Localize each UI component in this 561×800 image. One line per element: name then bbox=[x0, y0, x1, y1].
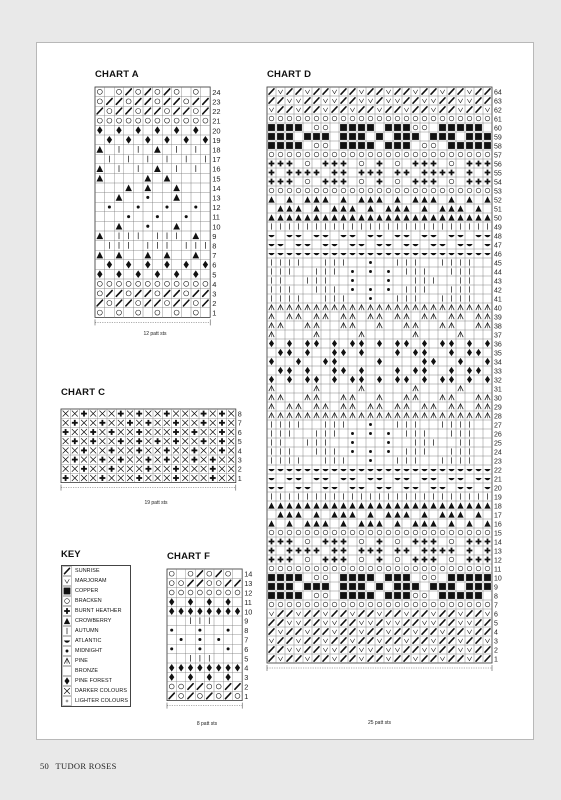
stitch-square bbox=[384, 591, 393, 600]
row-number: 44 bbox=[494, 269, 502, 277]
stitch-square bbox=[375, 132, 384, 141]
row-number: 31 bbox=[494, 386, 502, 394]
row-number: 5 bbox=[237, 438, 242, 447]
stitch-square bbox=[465, 132, 474, 141]
stitch-square bbox=[366, 591, 375, 600]
row-number: 3 bbox=[244, 673, 249, 683]
chart-a-title: CHART A bbox=[95, 69, 139, 80]
row-number: 6 bbox=[237, 428, 242, 437]
stitch-square bbox=[393, 573, 402, 582]
row-number: 60 bbox=[494, 125, 502, 133]
row-number: 18 bbox=[212, 145, 221, 155]
stitch-square bbox=[348, 591, 357, 600]
key-item-label: DARKER COLOURS bbox=[75, 688, 128, 694]
stitch-square bbox=[276, 141, 285, 150]
row-number: 4 bbox=[244, 663, 249, 673]
row-number: 36 bbox=[494, 341, 502, 349]
row-number: 37 bbox=[494, 332, 502, 340]
row-number: 8 bbox=[244, 626, 249, 636]
row-number: 8 bbox=[494, 593, 498, 601]
key-item-label: BRACKEN bbox=[75, 598, 102, 604]
key-item bbox=[62, 636, 130, 646]
row-number: 4 bbox=[494, 629, 498, 637]
row-number: 7 bbox=[244, 635, 249, 645]
stitch-square bbox=[348, 132, 357, 141]
stitch-square bbox=[321, 582, 330, 591]
row-number: 57 bbox=[494, 152, 502, 160]
key-item-label: PINE FOREST bbox=[75, 678, 113, 684]
row-number: 38 bbox=[494, 323, 502, 331]
key-item-label: ATLANTIC bbox=[75, 638, 102, 644]
stitch-square bbox=[447, 123, 456, 132]
row-number: 1 bbox=[244, 691, 249, 701]
key-item bbox=[62, 696, 130, 706]
row-number: 15 bbox=[494, 530, 502, 538]
row-number: 64 bbox=[494, 89, 502, 97]
stitch-square bbox=[285, 141, 294, 150]
row-number: 22 bbox=[494, 467, 502, 475]
stitch-square bbox=[285, 573, 294, 582]
row-number: 27 bbox=[494, 422, 502, 430]
stitch-square bbox=[438, 582, 447, 591]
row-number: 51 bbox=[494, 206, 502, 214]
stitch-square bbox=[285, 582, 294, 591]
stitch-square bbox=[474, 132, 483, 141]
row-number: 14 bbox=[212, 183, 221, 193]
key-title: KEY bbox=[61, 549, 81, 560]
stitch-square bbox=[339, 591, 348, 600]
stitch-square bbox=[393, 582, 402, 591]
chart-d-patt-label: 25 patt sts bbox=[367, 720, 392, 726]
row-number: 9 bbox=[212, 231, 217, 241]
stitch-square bbox=[339, 582, 348, 591]
row-number: 3 bbox=[494, 638, 498, 646]
key-item bbox=[62, 596, 130, 606]
row-number: 32 bbox=[494, 377, 502, 385]
row-number: 6 bbox=[212, 260, 217, 270]
stitch-square bbox=[294, 591, 303, 600]
row-number: 47 bbox=[494, 242, 502, 250]
row-number: 45 bbox=[494, 260, 502, 268]
plus-icon bbox=[62, 606, 72, 616]
stitch-square bbox=[348, 141, 357, 150]
row-number: 8 bbox=[212, 241, 217, 251]
row-number: 1 bbox=[237, 474, 242, 483]
bar-icon bbox=[62, 626, 72, 636]
row-number: 55 bbox=[494, 170, 502, 178]
row-number: 23 bbox=[494, 458, 502, 466]
row-number: 21 bbox=[212, 116, 221, 126]
chart-c-cells bbox=[61, 409, 242, 491]
row-number: 13 bbox=[494, 548, 502, 556]
stitch-square bbox=[312, 132, 321, 141]
cross-icon bbox=[62, 686, 72, 696]
row-number: 4 bbox=[237, 447, 242, 456]
stitch-square bbox=[348, 573, 357, 582]
row-number: 2 bbox=[212, 299, 217, 309]
row-number: 12 bbox=[244, 588, 253, 598]
page-number: 50 bbox=[40, 761, 50, 771]
stitch-square bbox=[438, 132, 447, 141]
key-item bbox=[62, 676, 130, 686]
key-legend bbox=[61, 565, 131, 707]
stitch-square bbox=[357, 582, 366, 591]
row-number: 40 bbox=[494, 305, 502, 313]
stitch-square bbox=[474, 573, 483, 582]
stitch-square bbox=[483, 141, 492, 150]
key-item bbox=[62, 646, 130, 656]
stitch-square bbox=[357, 141, 366, 150]
stitch-square bbox=[402, 573, 411, 582]
stitch-square bbox=[267, 123, 276, 132]
row-number: 29 bbox=[494, 404, 502, 412]
row-number: 52 bbox=[494, 197, 502, 205]
chart-d-repeat-bracket bbox=[267, 665, 492, 671]
stitch-square bbox=[456, 141, 465, 150]
row-number: 23 bbox=[212, 97, 221, 107]
row-number: 46 bbox=[494, 251, 502, 259]
key-item-label: BURNT HEATHER bbox=[75, 608, 122, 614]
chart-f-repeat-bracket bbox=[167, 703, 242, 709]
stitch-square bbox=[483, 582, 492, 591]
stitch-square bbox=[366, 123, 375, 132]
row-number: 13 bbox=[212, 193, 221, 203]
row-number: 49 bbox=[494, 224, 502, 232]
row-number: 2 bbox=[494, 647, 498, 655]
stitch-square bbox=[276, 132, 285, 141]
key-item-label: MIDNIGHT bbox=[75, 648, 103, 654]
row-number: 7 bbox=[494, 602, 498, 610]
row-number: 1 bbox=[494, 656, 498, 664]
row-number: 33 bbox=[494, 368, 502, 376]
row-number: 16 bbox=[212, 164, 221, 174]
chart-d-cells bbox=[267, 87, 502, 671]
stitch-square bbox=[465, 573, 474, 582]
row-number: 9 bbox=[494, 584, 498, 592]
row-number: 6 bbox=[494, 611, 498, 619]
stitch-square bbox=[465, 591, 474, 600]
row-number: 10 bbox=[494, 575, 502, 583]
row-number: 48 bbox=[494, 233, 502, 241]
chart-d-title: CHART D bbox=[267, 69, 312, 80]
stitch-square bbox=[456, 123, 465, 132]
slash-icon bbox=[62, 566, 72, 576]
key-item bbox=[62, 576, 130, 586]
row-number: 30 bbox=[494, 395, 502, 403]
row-number: 3 bbox=[212, 289, 217, 299]
diamond-icon bbox=[62, 676, 72, 686]
key-item-label: PINE bbox=[75, 658, 88, 664]
chart-c-repeat-bracket bbox=[61, 485, 236, 491]
stitch-square bbox=[339, 573, 348, 582]
stitch-square bbox=[339, 123, 348, 132]
stitch-square bbox=[474, 141, 483, 150]
stitch-square bbox=[321, 132, 330, 141]
row-number: 58 bbox=[494, 143, 502, 151]
key-item bbox=[62, 616, 130, 626]
stitch-square bbox=[447, 573, 456, 582]
stitch-square bbox=[465, 141, 474, 150]
row-number: 24 bbox=[212, 87, 221, 97]
square-icon bbox=[62, 586, 72, 596]
row-number: 39 bbox=[494, 314, 502, 322]
row-number: 5 bbox=[244, 654, 249, 664]
stitch-square bbox=[285, 591, 294, 600]
stitch-square bbox=[429, 132, 438, 141]
stitch-square bbox=[267, 141, 276, 150]
row-number: 56 bbox=[494, 161, 502, 169]
triangle-icon bbox=[62, 616, 72, 626]
row-number: 20 bbox=[212, 126, 221, 136]
row-number: 11 bbox=[244, 597, 252, 607]
key-item-label: SUNRISE bbox=[75, 568, 100, 574]
stitch-square bbox=[447, 141, 456, 150]
stitch-square bbox=[348, 582, 357, 591]
chart-c-patt-label: 19 patt sts bbox=[144, 500, 168, 506]
stitch-square bbox=[303, 582, 312, 591]
stitch-square bbox=[402, 123, 411, 132]
stitch-square bbox=[357, 573, 366, 582]
stitch-square bbox=[447, 591, 456, 600]
row-number: 4 bbox=[212, 279, 217, 289]
row-number: 6 bbox=[244, 644, 249, 654]
row-number: 7 bbox=[212, 251, 217, 261]
row-number: 14 bbox=[494, 539, 502, 547]
stitch-square bbox=[483, 573, 492, 582]
circle-icon bbox=[62, 596, 72, 606]
stitch-square bbox=[384, 573, 393, 582]
stitch-square bbox=[267, 582, 276, 591]
row-number: 35 bbox=[494, 350, 502, 358]
stitch-square bbox=[366, 141, 375, 150]
key-item-label: CROWBERRY bbox=[75, 618, 112, 624]
stitch-square bbox=[357, 591, 366, 600]
row-number: 8 bbox=[237, 410, 242, 419]
stitch-square bbox=[303, 132, 312, 141]
stitch-square bbox=[393, 123, 402, 132]
row-number: 59 bbox=[494, 134, 502, 142]
row-number: 1 bbox=[212, 308, 217, 318]
key-item bbox=[62, 606, 130, 616]
stitch-square bbox=[375, 582, 384, 591]
row-number: 10 bbox=[212, 222, 221, 232]
key-item bbox=[62, 586, 130, 596]
row-number: 21 bbox=[494, 476, 502, 484]
stitch-square bbox=[384, 141, 393, 150]
stitch-square bbox=[474, 591, 483, 600]
arc-icon bbox=[62, 636, 72, 646]
chart-a-patt-label: 12 patt sts bbox=[143, 331, 167, 337]
stitch-square bbox=[402, 132, 411, 141]
chart-c-title: CHART C bbox=[61, 387, 106, 398]
stitch-square bbox=[285, 123, 294, 132]
chart-d-grid bbox=[267, 87, 513, 711]
row-number: 11 bbox=[212, 212, 220, 222]
key-item-label: COPPER bbox=[75, 588, 99, 594]
row-number: 24 bbox=[494, 449, 502, 457]
stitch-square bbox=[357, 132, 366, 141]
row-number: 5 bbox=[494, 620, 498, 628]
stitch-square bbox=[285, 132, 294, 141]
row-number: 25 bbox=[494, 440, 502, 448]
row-number: 54 bbox=[494, 179, 502, 187]
row-number: 22 bbox=[212, 107, 221, 117]
row-number: 61 bbox=[494, 116, 502, 124]
stitch-square bbox=[294, 141, 303, 150]
row-number: 34 bbox=[494, 359, 502, 367]
row-number: 17 bbox=[212, 155, 221, 165]
row-number: 53 bbox=[494, 188, 502, 196]
row-number: 16 bbox=[494, 521, 502, 529]
stitch-square bbox=[402, 591, 411, 600]
row-number: 28 bbox=[494, 413, 502, 421]
stitch-square bbox=[267, 573, 276, 582]
stitch-square bbox=[384, 123, 393, 132]
stitch-square bbox=[447, 132, 456, 141]
stitch-square bbox=[465, 123, 474, 132]
stitch-square bbox=[456, 591, 465, 600]
row-number: 12 bbox=[212, 203, 221, 213]
row-number: 9 bbox=[244, 616, 249, 626]
blank-icon bbox=[62, 666, 72, 676]
row-number: 11 bbox=[494, 566, 502, 574]
page-footer bbox=[40, 761, 117, 771]
row-number: 7 bbox=[237, 419, 242, 428]
row-number: 43 bbox=[494, 278, 502, 286]
key-item-label: BRONZE bbox=[75, 668, 99, 674]
row-number: 12 bbox=[494, 557, 502, 565]
stitch-square bbox=[447, 582, 456, 591]
key-item bbox=[62, 566, 130, 576]
stitch-square bbox=[483, 132, 492, 141]
stitch-square bbox=[438, 591, 447, 600]
stitch-square bbox=[411, 582, 420, 591]
stitch-square bbox=[429, 582, 438, 591]
row-number: 19 bbox=[212, 135, 221, 145]
stitch-square bbox=[267, 132, 276, 141]
chart-f-patt-label: 8 patt sts bbox=[196, 721, 218, 727]
stitch-square bbox=[294, 123, 303, 132]
row-number: 42 bbox=[494, 287, 502, 295]
caret-icon bbox=[62, 656, 72, 666]
row-number: 18 bbox=[494, 503, 502, 511]
row-number: 15 bbox=[212, 174, 221, 184]
stitch-square bbox=[294, 573, 303, 582]
section-title: TUDOR ROSES bbox=[55, 761, 117, 771]
stitch-square bbox=[465, 582, 474, 591]
row-number: 3 bbox=[237, 456, 242, 465]
stitch-square bbox=[402, 582, 411, 591]
stitch-square bbox=[276, 123, 285, 132]
stitch-square bbox=[348, 123, 357, 132]
stitch-square bbox=[339, 141, 348, 150]
chart-f-grid bbox=[167, 569, 267, 709]
stitch-square bbox=[402, 141, 411, 150]
row-number: 26 bbox=[494, 431, 502, 439]
stitch-square bbox=[339, 132, 348, 141]
stitch-square bbox=[276, 591, 285, 600]
key-item-label: LIGHTER COLOURS bbox=[75, 698, 129, 704]
chart-a-grid bbox=[95, 87, 231, 319]
stitch-square bbox=[276, 582, 285, 591]
dot-icon bbox=[62, 646, 72, 656]
stitch-square bbox=[456, 573, 465, 582]
chart-a-repeat-bracket bbox=[95, 319, 210, 325]
stitch-square bbox=[357, 123, 366, 132]
row-number: 14 bbox=[244, 569, 253, 579]
check-icon bbox=[62, 576, 72, 586]
stitch-square bbox=[393, 141, 402, 150]
stitch-square bbox=[393, 591, 402, 600]
stitch-square bbox=[276, 573, 285, 582]
chart-f-cells bbox=[167, 569, 252, 709]
stitch-square bbox=[411, 132, 420, 141]
key-item-label: MARJORAM bbox=[75, 578, 107, 584]
row-number: 63 bbox=[494, 98, 502, 106]
row-number: 20 bbox=[494, 485, 502, 493]
page-frame bbox=[36, 42, 534, 740]
key-item-label: AUTUMN bbox=[75, 628, 99, 634]
row-number: 10 bbox=[244, 607, 253, 617]
stitch-square bbox=[438, 123, 447, 132]
key-item bbox=[62, 626, 130, 636]
row-number: 13 bbox=[244, 579, 253, 589]
row-number: 19 bbox=[494, 494, 502, 502]
stitch-square bbox=[267, 591, 276, 600]
row-number: 17 bbox=[494, 512, 502, 520]
row-number: 2 bbox=[244, 682, 249, 692]
row-number: 50 bbox=[494, 215, 502, 223]
chart-f-title: CHART F bbox=[167, 551, 211, 562]
stitch-square bbox=[393, 132, 402, 141]
chart-a-cells bbox=[95, 87, 221, 325]
stitch-square bbox=[474, 582, 483, 591]
stitch-square bbox=[366, 573, 375, 582]
row-number: 2 bbox=[237, 465, 242, 474]
stitch-square bbox=[474, 123, 483, 132]
stitch-square bbox=[312, 582, 321, 591]
row-number: 62 bbox=[494, 107, 502, 115]
key-item bbox=[62, 656, 130, 666]
smallplus-icon bbox=[62, 696, 72, 706]
chart-c-grid bbox=[61, 409, 267, 483]
key-item bbox=[62, 686, 130, 696]
key-item bbox=[62, 666, 130, 676]
row-number: 41 bbox=[494, 296, 502, 304]
row-number: 5 bbox=[212, 270, 217, 280]
